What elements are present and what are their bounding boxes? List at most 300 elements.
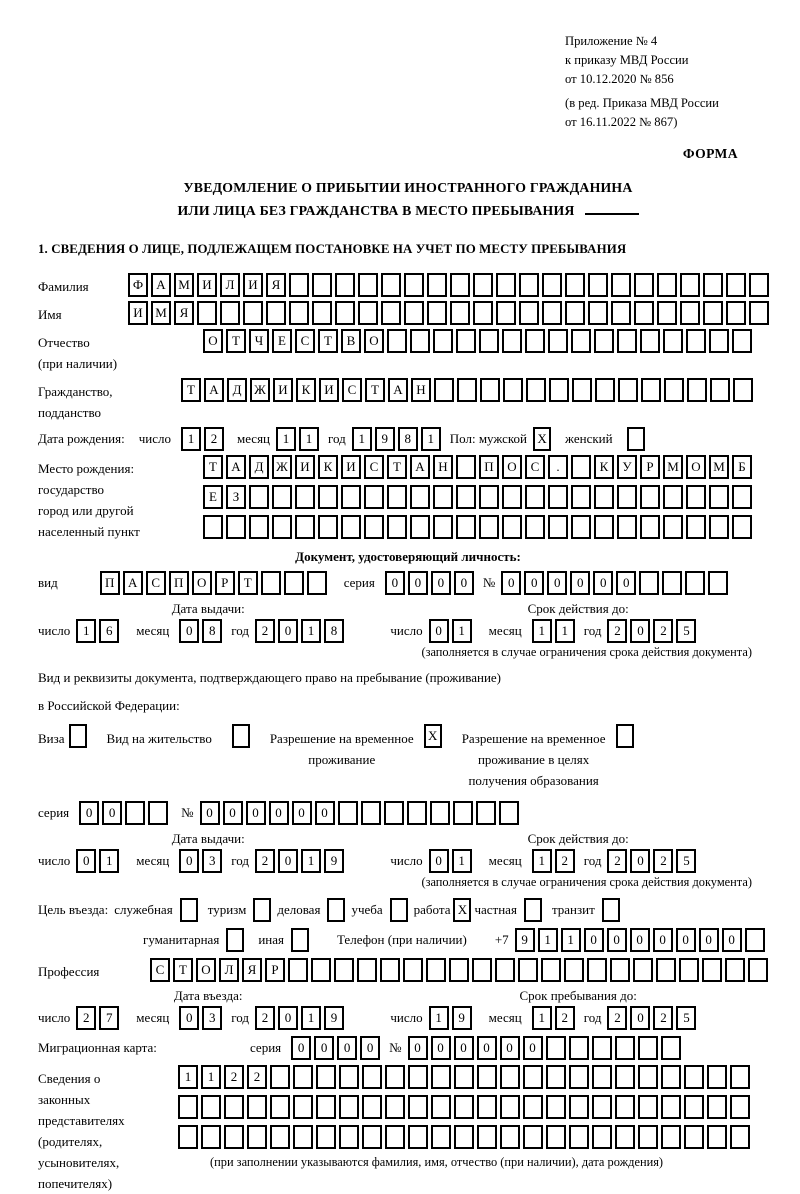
char-cell[interactable] <box>656 958 676 982</box>
char-cell[interactable]: 0 <box>431 1036 451 1060</box>
char-cell[interactable] <box>730 1065 750 1089</box>
char-cell[interactable]: Я <box>174 301 194 325</box>
char-cell[interactable]: 3 <box>202 849 222 873</box>
char-cell[interactable] <box>661 1065 681 1089</box>
char-cell[interactable] <box>679 958 699 982</box>
char-cell[interactable]: Л <box>220 273 240 297</box>
char-cell[interactable] <box>312 301 332 325</box>
char-cell[interactable]: О <box>203 329 223 353</box>
char-cell[interactable]: И <box>273 378 293 402</box>
char-cell[interactable] <box>684 1065 704 1089</box>
char-cell[interactable] <box>125 801 145 825</box>
char-cell[interactable] <box>519 301 539 325</box>
char-cell[interactable] <box>571 455 591 479</box>
char-cell[interactable]: 2 <box>76 1006 96 1030</box>
char-cell[interactable]: И <box>341 455 361 479</box>
char-cell[interactable]: И <box>243 273 263 297</box>
char-cell[interactable] <box>500 1125 520 1149</box>
char-cell[interactable]: 0 <box>385 571 405 595</box>
char-cell[interactable] <box>456 515 476 539</box>
char-cell[interactable] <box>387 329 407 353</box>
char-cell[interactable] <box>523 1125 543 1149</box>
char-cell[interactable]: К <box>296 378 316 402</box>
char-cell[interactable] <box>334 958 354 982</box>
char-cell[interactable] <box>495 958 515 982</box>
char-cell[interactable]: 2 <box>255 619 275 643</box>
char-cell[interactable]: 0 <box>699 928 719 952</box>
char-cell[interactable]: 9 <box>324 849 344 873</box>
char-cell[interactable] <box>749 301 769 325</box>
char-cell[interactable] <box>261 571 281 595</box>
visa-checkbox[interactable] <box>69 724 87 748</box>
char-cell[interactable] <box>201 1125 221 1149</box>
char-cell[interactable]: Н <box>433 455 453 479</box>
char-cell[interactable] <box>610 958 630 982</box>
char-cell[interactable]: О <box>686 455 706 479</box>
char-cell[interactable] <box>611 301 631 325</box>
char-cell[interactable] <box>318 515 338 539</box>
char-cell[interactable] <box>707 1095 727 1119</box>
char-cell[interactable]: И <box>295 455 315 479</box>
char-cell[interactable] <box>362 1095 382 1119</box>
char-cell[interactable]: 0 <box>524 571 544 595</box>
char-cell[interactable]: Я <box>242 958 262 982</box>
char-cell[interactable] <box>749 273 769 297</box>
char-cell[interactable]: 0 <box>616 571 636 595</box>
char-cell[interactable]: 7 <box>99 1006 119 1030</box>
char-cell[interactable] <box>408 1125 428 1149</box>
char-cell[interactable] <box>503 378 523 402</box>
char-cell[interactable] <box>410 485 430 509</box>
char-cell[interactable]: 5 <box>676 1006 696 1030</box>
char-cell[interactable]: Р <box>640 455 660 479</box>
char-cell[interactable]: И <box>319 378 339 402</box>
char-cell[interactable] <box>523 1095 543 1119</box>
char-cell[interactable] <box>361 801 381 825</box>
char-cell[interactable]: Т <box>365 378 385 402</box>
char-cell[interactable] <box>339 1125 359 1149</box>
char-cell[interactable]: 0 <box>477 1036 497 1060</box>
char-cell[interactable] <box>662 571 682 595</box>
char-cell[interactable] <box>454 1125 474 1149</box>
char-cell[interactable]: И <box>197 273 217 297</box>
char-cell[interactable]: А <box>226 455 246 479</box>
char-cell[interactable]: О <box>502 455 522 479</box>
purpose-work-checkbox[interactable]: X <box>453 898 471 922</box>
char-cell[interactable]: А <box>204 378 224 402</box>
char-cell[interactable] <box>726 273 746 297</box>
char-cell[interactable] <box>427 273 447 297</box>
char-cell[interactable] <box>362 1065 382 1089</box>
char-cell[interactable] <box>730 1125 750 1149</box>
char-cell[interactable] <box>407 801 427 825</box>
char-cell[interactable]: 0 <box>653 928 673 952</box>
char-cell[interactable]: С <box>364 455 384 479</box>
char-cell[interactable] <box>684 1095 704 1119</box>
char-cell[interactable] <box>454 1095 474 1119</box>
char-cell[interactable] <box>592 1125 612 1149</box>
char-cell[interactable]: Л <box>219 958 239 982</box>
char-cell[interactable] <box>661 1125 681 1149</box>
char-cell[interactable]: 0 <box>722 928 742 952</box>
char-cell[interactable] <box>595 378 615 402</box>
char-cell[interactable]: 9 <box>452 1006 472 1030</box>
char-cell[interactable]: К <box>318 455 338 479</box>
char-cell[interactable] <box>293 1125 313 1149</box>
char-cell[interactable]: 0 <box>454 1036 474 1060</box>
char-cell[interactable] <box>410 515 430 539</box>
char-cell[interactable]: 6 <box>99 619 119 643</box>
char-cell[interactable]: 0 <box>314 1036 334 1060</box>
char-cell[interactable]: 2 <box>653 1006 673 1030</box>
char-cell[interactable] <box>480 378 500 402</box>
char-cell[interactable] <box>307 571 327 595</box>
char-cell[interactable] <box>404 273 424 297</box>
char-cell[interactable]: И <box>128 301 148 325</box>
char-cell[interactable]: А <box>123 571 143 595</box>
char-cell[interactable] <box>404 301 424 325</box>
char-cell[interactable]: З <box>226 485 246 509</box>
char-cell[interactable] <box>684 1125 704 1149</box>
char-cell[interactable] <box>339 1065 359 1089</box>
char-cell[interactable]: Ч <box>249 329 269 353</box>
char-cell[interactable] <box>569 1065 589 1089</box>
char-cell[interactable] <box>293 1065 313 1089</box>
char-cell[interactable] <box>661 1095 681 1119</box>
char-cell[interactable]: 0 <box>676 928 696 952</box>
char-cell[interactable] <box>316 1125 336 1149</box>
char-cell[interactable] <box>549 378 569 402</box>
char-cell[interactable] <box>571 329 591 353</box>
char-cell[interactable]: 2 <box>607 1006 627 1030</box>
char-cell[interactable] <box>496 273 516 297</box>
char-cell[interactable] <box>680 301 700 325</box>
char-cell[interactable]: Ж <box>272 455 292 479</box>
char-cell[interactable]: П <box>479 455 499 479</box>
char-cell[interactable] <box>661 1036 681 1060</box>
char-cell[interactable] <box>339 1095 359 1119</box>
char-cell[interactable] <box>710 378 730 402</box>
char-cell[interactable]: 0 <box>278 619 298 643</box>
char-cell[interactable]: Р <box>265 958 285 982</box>
char-cell[interactable]: 0 <box>246 801 266 825</box>
char-cell[interactable] <box>663 485 683 509</box>
char-cell[interactable] <box>381 273 401 297</box>
char-cell[interactable] <box>426 958 446 982</box>
char-cell[interactable]: 2 <box>224 1065 244 1089</box>
char-cell[interactable] <box>564 958 584 982</box>
char-cell[interactable]: С <box>525 455 545 479</box>
char-cell[interactable] <box>295 485 315 509</box>
char-cell[interactable] <box>456 329 476 353</box>
char-cell[interactable] <box>703 273 723 297</box>
char-cell[interactable] <box>403 958 423 982</box>
char-cell[interactable]: 0 <box>315 801 335 825</box>
char-cell[interactable] <box>633 958 653 982</box>
char-cell[interactable] <box>523 1065 543 1089</box>
temp-residence-checkbox[interactable]: X <box>424 724 442 748</box>
sex-male-checkbox[interactable]: X <box>533 427 551 451</box>
char-cell[interactable]: 2 <box>653 849 673 873</box>
char-cell[interactable] <box>726 301 746 325</box>
char-cell[interactable] <box>385 1125 405 1149</box>
char-cell[interactable] <box>502 485 522 509</box>
char-cell[interactable] <box>358 273 378 297</box>
char-cell[interactable] <box>703 301 723 325</box>
char-cell[interactable]: 1 <box>538 928 558 952</box>
char-cell[interactable] <box>618 378 638 402</box>
char-cell[interactable] <box>477 1065 497 1089</box>
char-cell[interactable]: Р <box>215 571 235 595</box>
char-cell[interactable] <box>203 515 223 539</box>
char-cell[interactable] <box>479 485 499 509</box>
purpose-other-checkbox[interactable] <box>291 928 309 952</box>
char-cell[interactable] <box>663 515 683 539</box>
char-cell[interactable] <box>686 485 706 509</box>
char-cell[interactable] <box>594 515 614 539</box>
char-cell[interactable]: 3 <box>202 1006 222 1030</box>
char-cell[interactable] <box>381 301 401 325</box>
char-cell[interactable]: А <box>151 273 171 297</box>
char-cell[interactable]: 9 <box>515 928 535 952</box>
char-cell[interactable]: А <box>410 455 430 479</box>
char-cell[interactable]: Т <box>318 329 338 353</box>
char-cell[interactable]: 0 <box>500 1036 520 1060</box>
char-cell[interactable] <box>707 1125 727 1149</box>
char-cell[interactable] <box>592 1036 612 1060</box>
char-cell[interactable] <box>387 485 407 509</box>
char-cell[interactable]: 0 <box>179 1006 199 1030</box>
char-cell[interactable] <box>148 801 168 825</box>
char-cell[interactable] <box>433 329 453 353</box>
char-cell[interactable]: 1 <box>299 427 319 451</box>
char-cell[interactable]: М <box>174 273 194 297</box>
char-cell[interactable]: 8 <box>324 619 344 643</box>
char-cell[interactable] <box>450 301 470 325</box>
purpose-tourism-checkbox[interactable] <box>253 898 271 922</box>
char-cell[interactable] <box>569 1095 589 1119</box>
char-cell[interactable]: 2 <box>255 849 275 873</box>
char-cell[interactable] <box>638 1065 658 1089</box>
char-cell[interactable] <box>732 329 752 353</box>
char-cell[interactable]: 9 <box>375 427 395 451</box>
char-cell[interactable] <box>284 571 304 595</box>
char-cell[interactable] <box>473 301 493 325</box>
char-cell[interactable]: 1 <box>561 928 581 952</box>
char-cell[interactable] <box>472 958 492 982</box>
char-cell[interactable] <box>638 1125 658 1149</box>
char-cell[interactable] <box>431 1125 451 1149</box>
purpose-commercial-checkbox[interactable] <box>327 898 345 922</box>
char-cell[interactable] <box>433 515 453 539</box>
purpose-humanitarian-checkbox[interactable] <box>226 928 244 952</box>
char-cell[interactable] <box>500 1095 520 1119</box>
char-cell[interactable]: С <box>146 571 166 595</box>
char-cell[interactable] <box>272 485 292 509</box>
char-cell[interactable]: Т <box>387 455 407 479</box>
char-cell[interactable] <box>201 1095 221 1119</box>
char-cell[interactable] <box>450 273 470 297</box>
char-cell[interactable] <box>525 515 545 539</box>
char-cell[interactable]: 1 <box>429 1006 449 1030</box>
char-cell[interactable]: Т <box>226 329 246 353</box>
char-cell[interactable]: С <box>295 329 315 353</box>
char-cell[interactable]: Б <box>732 455 752 479</box>
char-cell[interactable]: Е <box>272 329 292 353</box>
char-cell[interactable]: В <box>341 329 361 353</box>
char-cell[interactable]: 0 <box>408 571 428 595</box>
char-cell[interactable]: 1 <box>201 1065 221 1089</box>
char-cell[interactable]: 1 <box>178 1065 198 1089</box>
char-cell[interactable] <box>588 273 608 297</box>
char-cell[interactable] <box>266 301 286 325</box>
char-cell[interactable] <box>293 1095 313 1119</box>
char-cell[interactable] <box>571 485 591 509</box>
char-cell[interactable]: У <box>617 455 637 479</box>
char-cell[interactable]: Т <box>173 958 193 982</box>
char-cell[interactable] <box>408 1095 428 1119</box>
char-cell[interactable]: С <box>150 958 170 982</box>
char-cell[interactable] <box>312 273 332 297</box>
char-cell[interactable] <box>664 378 684 402</box>
char-cell[interactable] <box>270 1095 290 1119</box>
char-cell[interactable] <box>311 958 331 982</box>
char-cell[interactable] <box>338 801 358 825</box>
char-cell[interactable] <box>335 273 355 297</box>
char-cell[interactable]: 0 <box>337 1036 357 1060</box>
char-cell[interactable] <box>434 378 454 402</box>
char-cell[interactable]: 1 <box>352 427 372 451</box>
char-cell[interactable] <box>479 329 499 353</box>
char-cell[interactable]: 1 <box>532 1006 552 1030</box>
char-cell[interactable] <box>542 273 562 297</box>
char-cell[interactable]: 2 <box>247 1065 267 1089</box>
char-cell[interactable]: 0 <box>200 801 220 825</box>
purpose-study-checkbox[interactable] <box>390 898 408 922</box>
char-cell[interactable] <box>634 301 654 325</box>
char-cell[interactable] <box>318 485 338 509</box>
char-cell[interactable] <box>226 515 246 539</box>
char-cell[interactable] <box>680 273 700 297</box>
char-cell[interactable] <box>496 301 516 325</box>
char-cell[interactable]: 0 <box>607 928 627 952</box>
char-cell[interactable] <box>502 515 522 539</box>
char-cell[interactable] <box>565 273 585 297</box>
char-cell[interactable]: 2 <box>653 619 673 643</box>
char-cell[interactable] <box>289 273 309 297</box>
char-cell[interactable] <box>477 1125 497 1149</box>
char-cell[interactable] <box>548 515 568 539</box>
char-cell[interactable]: 2 <box>607 849 627 873</box>
char-cell[interactable]: 5 <box>676 849 696 873</box>
char-cell[interactable] <box>685 571 705 595</box>
char-cell[interactable]: 0 <box>584 928 604 952</box>
char-cell[interactable]: 9 <box>324 1006 344 1030</box>
char-cell[interactable]: 2 <box>555 849 575 873</box>
char-cell[interactable] <box>639 571 659 595</box>
char-cell[interactable]: 1 <box>181 427 201 451</box>
char-cell[interactable]: Ф <box>128 273 148 297</box>
char-cell[interactable]: 0 <box>429 849 449 873</box>
char-cell[interactable] <box>546 1065 566 1089</box>
temp-residence-edu-checkbox[interactable] <box>616 724 634 748</box>
char-cell[interactable]: 2 <box>255 1006 275 1030</box>
char-cell[interactable]: О <box>364 329 384 353</box>
char-cell[interactable] <box>387 515 407 539</box>
char-cell[interactable]: 0 <box>630 849 650 873</box>
char-cell[interactable] <box>272 515 292 539</box>
char-cell[interactable] <box>502 329 522 353</box>
char-cell[interactable]: 0 <box>630 928 650 952</box>
char-cell[interactable] <box>197 301 217 325</box>
char-cell[interactable] <box>358 301 378 325</box>
char-cell[interactable] <box>640 515 660 539</box>
sex-female-checkbox[interactable] <box>627 427 645 451</box>
char-cell[interactable]: 0 <box>593 571 613 595</box>
char-cell[interactable] <box>362 1125 382 1149</box>
char-cell[interactable]: 5 <box>676 619 696 643</box>
char-cell[interactable] <box>453 801 473 825</box>
char-cell[interactable] <box>479 515 499 539</box>
char-cell[interactable] <box>295 515 315 539</box>
char-cell[interactable] <box>687 378 707 402</box>
char-cell[interactable]: 0 <box>454 571 474 595</box>
char-cell[interactable] <box>546 1095 566 1119</box>
char-cell[interactable] <box>431 1095 451 1119</box>
char-cell[interactable] <box>456 485 476 509</box>
char-cell[interactable]: М <box>151 301 171 325</box>
char-cell[interactable]: 0 <box>79 801 99 825</box>
char-cell[interactable]: 0 <box>291 1036 311 1060</box>
char-cell[interactable] <box>611 273 631 297</box>
char-cell[interactable] <box>408 1065 428 1089</box>
char-cell[interactable]: 0 <box>269 801 289 825</box>
purpose-business-checkbox[interactable] <box>180 898 198 922</box>
char-cell[interactable] <box>709 485 729 509</box>
char-cell[interactable] <box>569 1036 589 1060</box>
char-cell[interactable] <box>686 329 706 353</box>
char-cell[interactable]: 1 <box>532 849 552 873</box>
char-cell[interactable]: 0 <box>547 571 567 595</box>
char-cell[interactable] <box>341 515 361 539</box>
char-cell[interactable] <box>587 958 607 982</box>
char-cell[interactable]: 0 <box>223 801 243 825</box>
char-cell[interactable] <box>542 301 562 325</box>
char-cell[interactable] <box>617 329 637 353</box>
char-cell[interactable] <box>730 1095 750 1119</box>
char-cell[interactable] <box>249 515 269 539</box>
char-cell[interactable] <box>733 378 753 402</box>
char-cell[interactable] <box>638 1095 658 1119</box>
char-cell[interactable]: П <box>100 571 120 595</box>
char-cell[interactable] <box>316 1065 336 1089</box>
char-cell[interactable] <box>454 1065 474 1089</box>
char-cell[interactable]: . <box>548 455 568 479</box>
char-cell[interactable] <box>247 1095 267 1119</box>
char-cell[interactable]: Н <box>411 378 431 402</box>
char-cell[interactable] <box>615 1036 635 1060</box>
char-cell[interactable] <box>519 273 539 297</box>
char-cell[interactable] <box>732 515 752 539</box>
char-cell[interactable]: 1 <box>555 619 575 643</box>
char-cell[interactable] <box>640 485 660 509</box>
char-cell[interactable]: 1 <box>301 1006 321 1030</box>
char-cell[interactable]: 0 <box>360 1036 380 1060</box>
char-cell[interactable] <box>592 1095 612 1119</box>
char-cell[interactable]: Я <box>266 273 286 297</box>
char-cell[interactable] <box>335 301 355 325</box>
char-cell[interactable] <box>641 378 661 402</box>
